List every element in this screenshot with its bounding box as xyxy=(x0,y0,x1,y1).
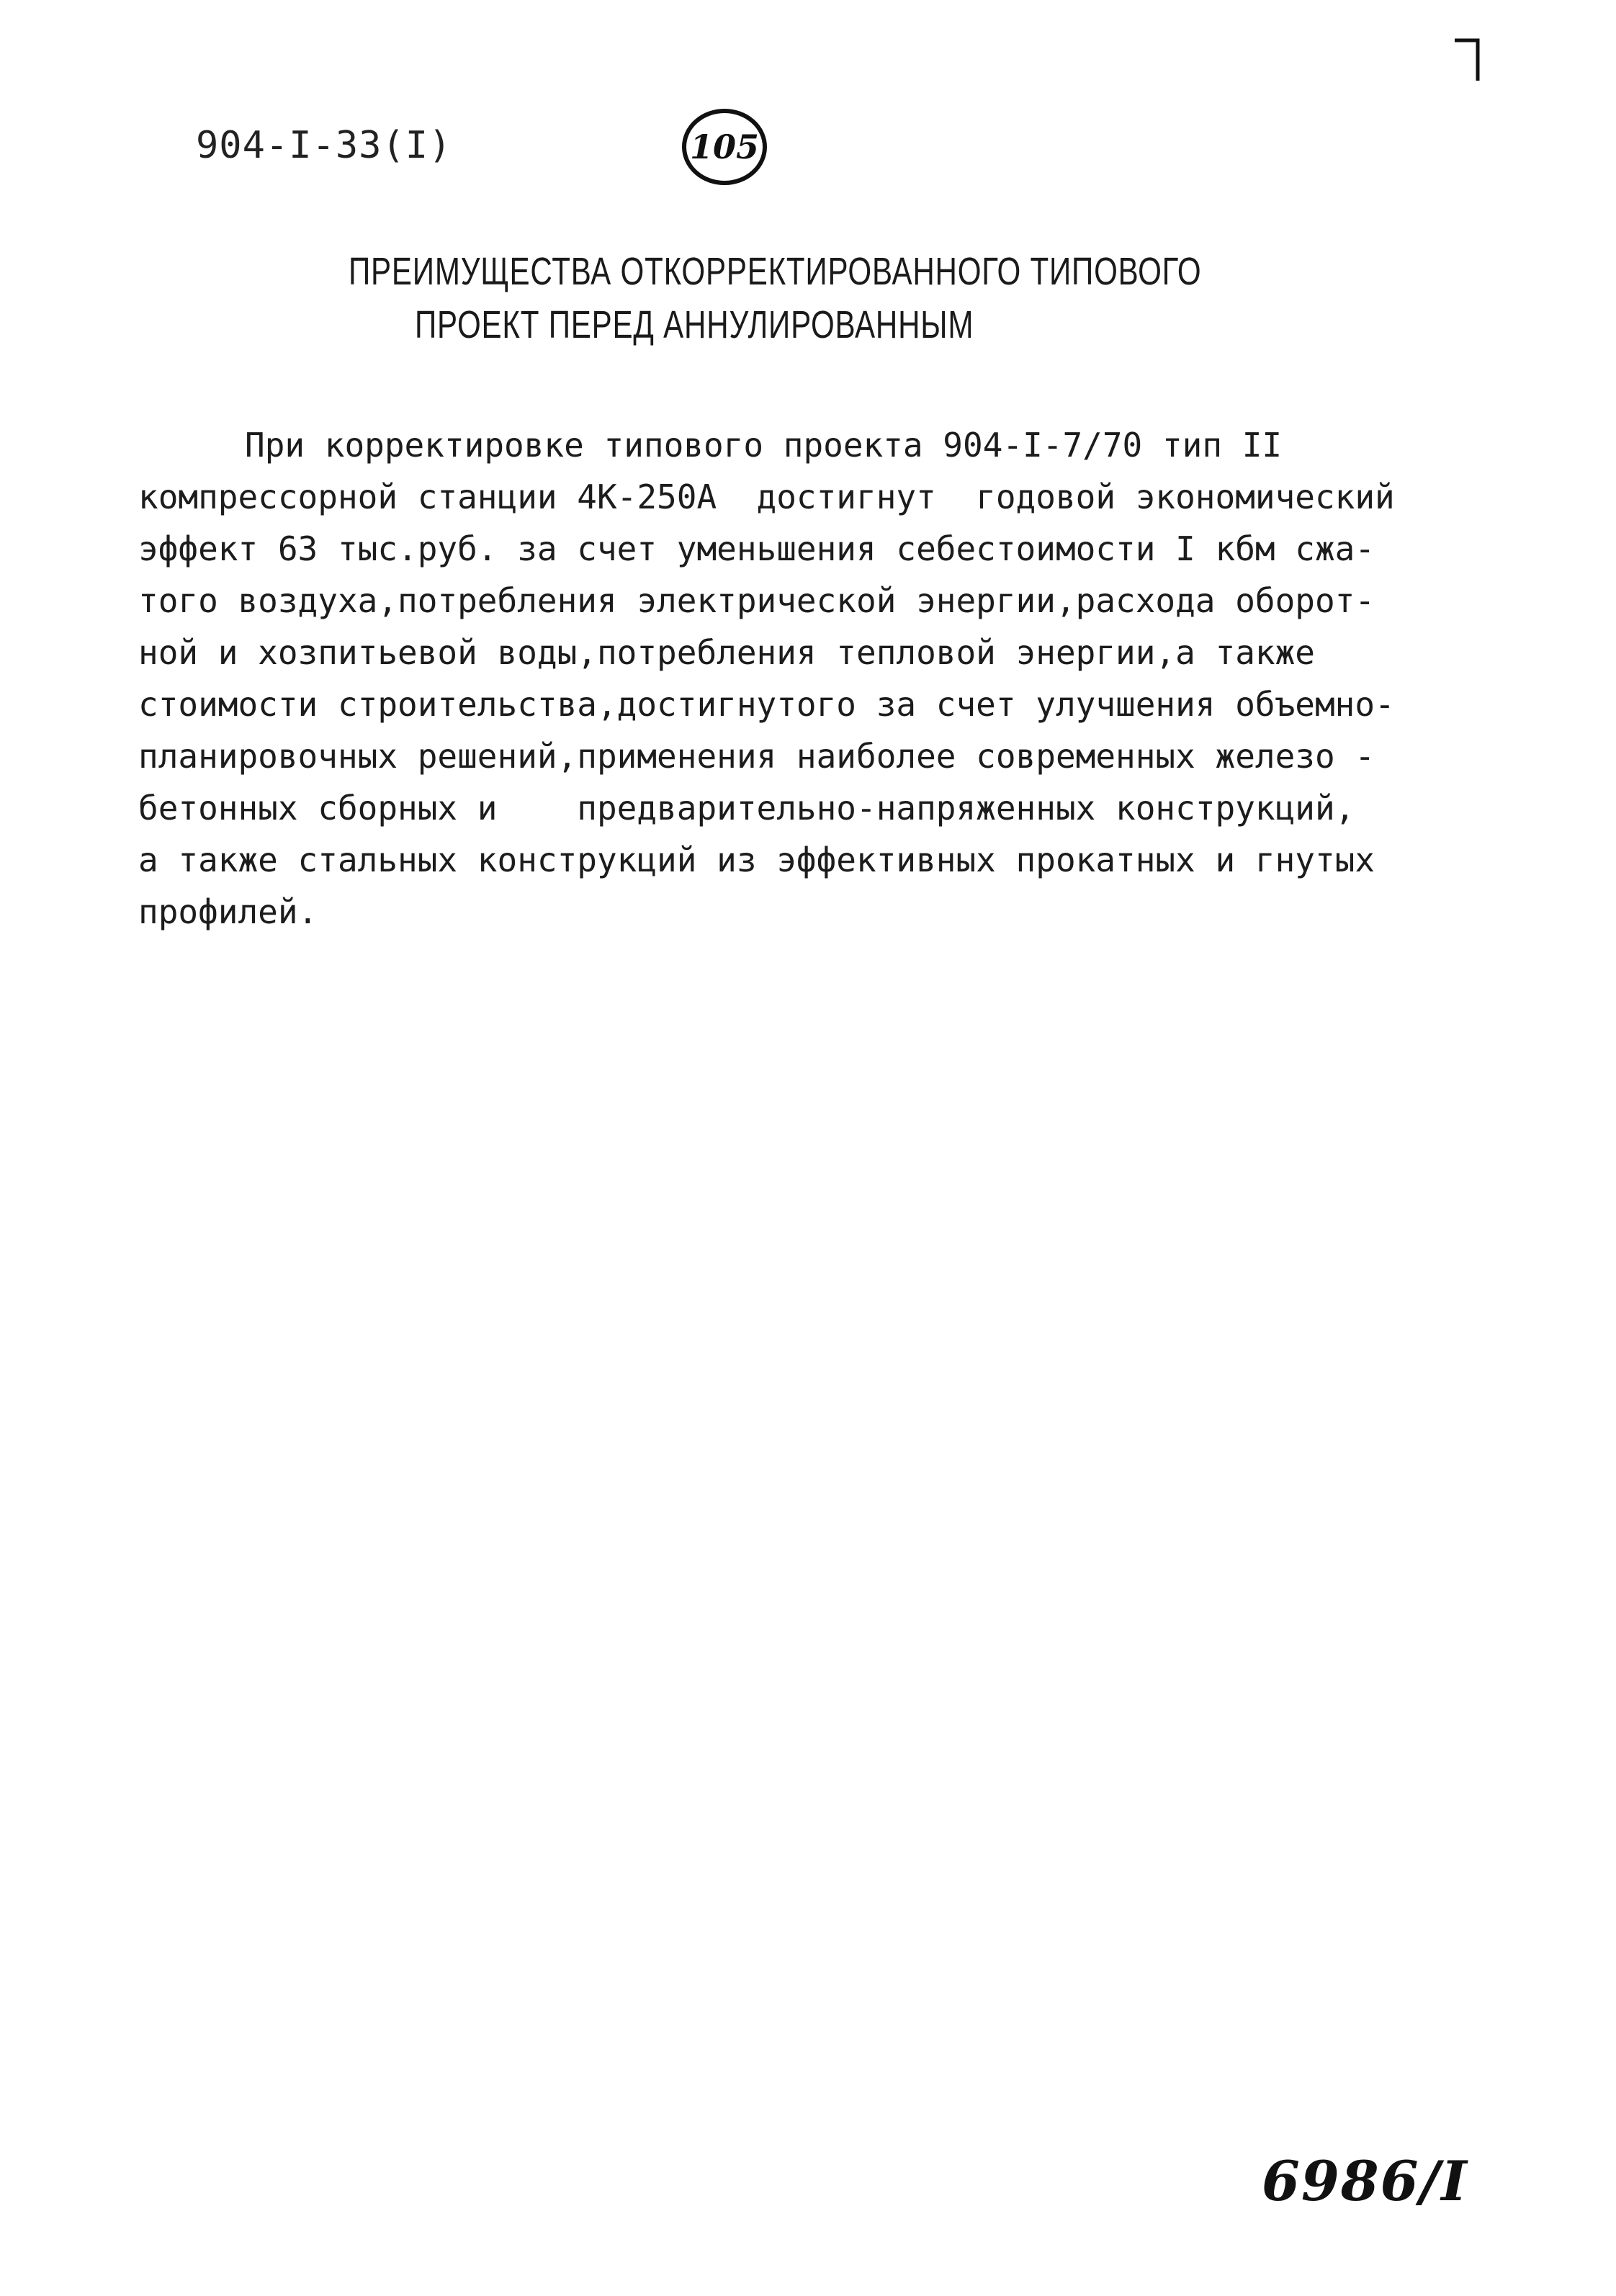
inventory-number: 6986/I xyxy=(1262,2149,1468,2213)
page-number-stamp xyxy=(680,107,769,187)
document-code: 904-I-33(I) xyxy=(196,124,452,167)
body-line: бетонных сборных и предварительно-напряженных конструкций, xyxy=(138,789,1355,828)
body-line: При корректировке типового проекта 904-I-7/70 тип II xyxy=(245,426,1283,465)
body-line: стоимости строительства,достигнутого за счет улучшения объемно- xyxy=(138,685,1395,724)
body-line: ной и хозпитьевой воды,потребления тепловой энергии,а также xyxy=(138,633,1315,672)
body-line: планировочных решений,применения наиболее современных железо - xyxy=(138,737,1375,776)
body-line: профилей. xyxy=(138,892,318,931)
body-line: а также стальных конструкций из эффективных прокатных и гнутых xyxy=(138,840,1375,879)
body-line: компрессорной станции 4К-250А достигнут годовой экономический xyxy=(138,477,1395,516)
corner-bracket-mark xyxy=(1453,37,1482,82)
title-line-1: ПРЕИМУЩЕСТВА ОТКОРРЕКТИРОВАННОГО ТИПОВОГО xyxy=(349,250,1202,293)
body-paragraph xyxy=(138,419,1507,938)
title-line-2: ПРОЕКТ ПЕРЕД АННУЛИРОВАННЫМ xyxy=(415,303,974,346)
page-number: 105 xyxy=(689,127,760,166)
body-line: того воздуха,потребления электрической энергии,расхода оборот- xyxy=(138,581,1375,620)
body-line: эффект 63 тыс.руб. за счет уменьшения себестоимости I кбм сжа- xyxy=(138,529,1375,568)
